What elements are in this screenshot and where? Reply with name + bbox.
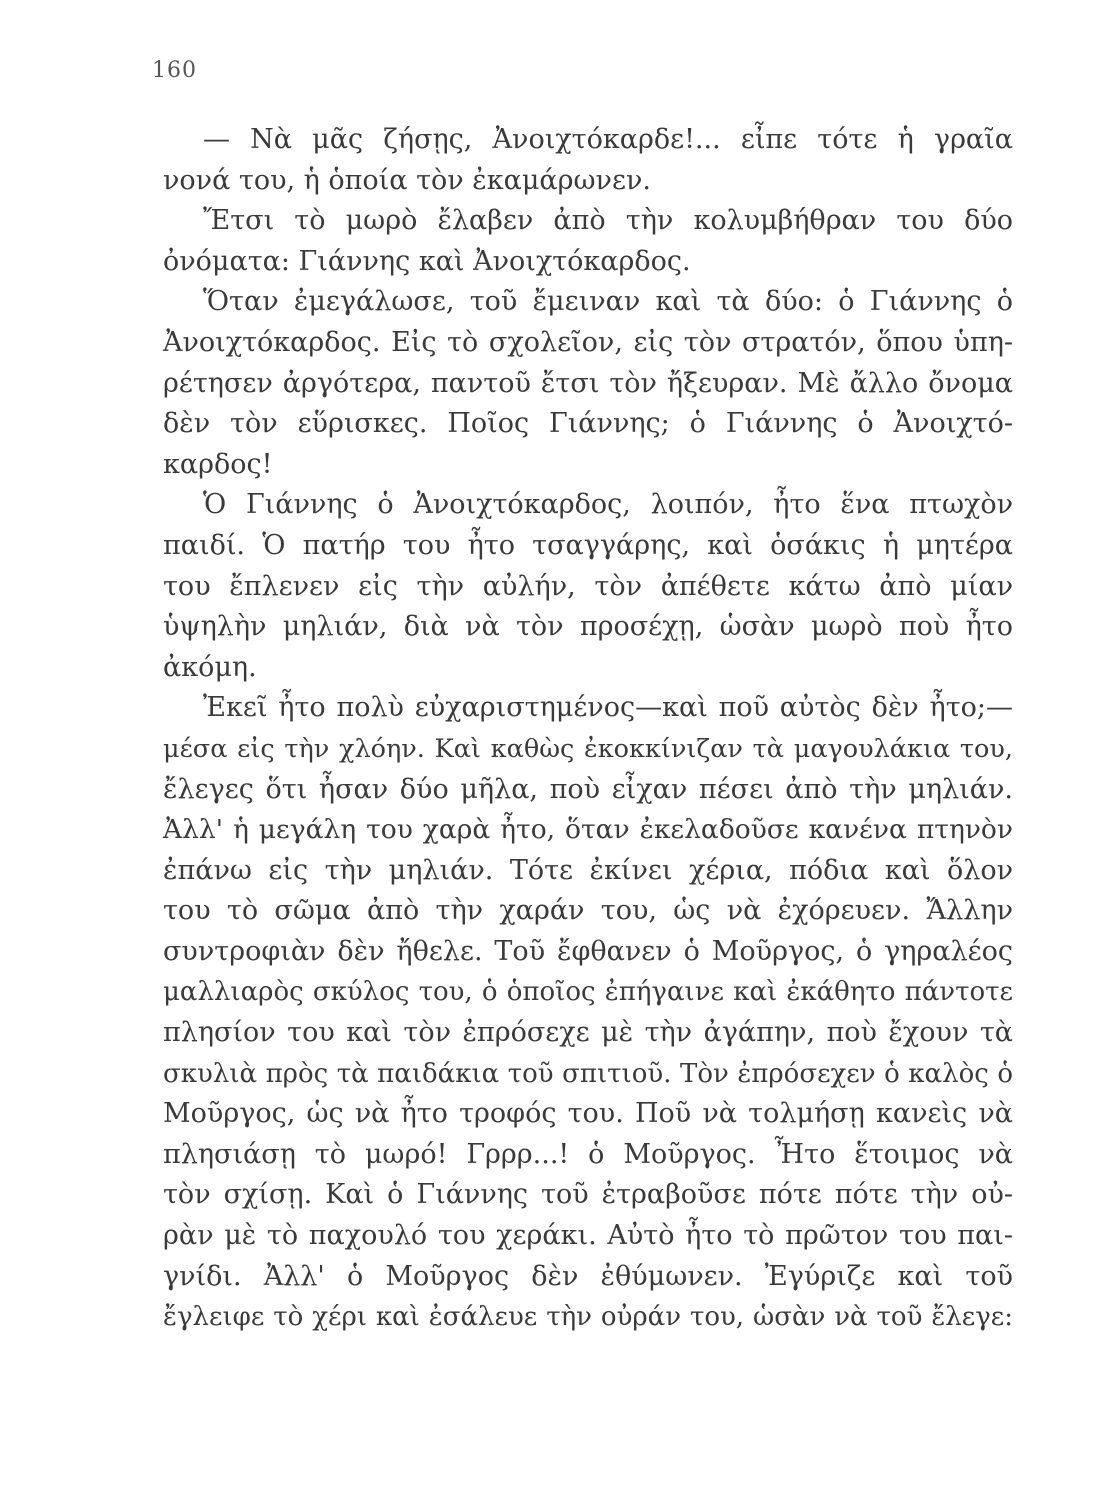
- text-line: δὲν τὸν εὕρισκες. Ποῖος Γιάννης; ὁ Γιάννης ὁ Ἀνοιχτό-: [163, 408, 1013, 440]
- text-line: πλησίον του καὶ τὸν ἐπρόσεχε μὲ τὴν ἀγάπην, ποὺ ἔχουν τὰ: [163, 1017, 1013, 1049]
- text-line: πλησιάσῃ τὸ μωρό! Γρρρ...! ὁ Μοῦργος. Ἦτο ἕτοιμος νὰ: [163, 1138, 1013, 1170]
- text-line: παιδί. Ὁ πατήρ του ἦτο τσαγγάρης, καὶ ὁσάκις ἡ μητέρα: [163, 529, 1013, 561]
- text-line: μέσα εἰς τὴν χλόην. Καὶ καθὼς ἐκοκκίνιζαν τὰ μαγουλάκια του,: [163, 733, 1013, 764]
- text-line: νονά του, ἡ ὁποία τὸν ἐκαμάρωνεν.: [163, 164, 651, 196]
- text-line: ρέτησεν ἀργότερα, παντοῦ ἔτσι τὸν ἤξευραν. Μὲ ἄλλο ὄνομα: [163, 367, 1013, 399]
- text-line: Ὁ Γιάννης ὁ Ἀνοιχτόκαρδος, λοιπόν, ἦτο ἕνα πτωχὸν: [203, 489, 1013, 521]
- text-line: ἔγλειφε τὸ χέρι καὶ ἐσάλευε τὴν οὐράν του, ὡσὰν νὰ τοῦ ἔλεγε:: [163, 1302, 1013, 1333]
- text-line: μαλλιαρὸς σκύλος του, ὁ ὁποῖος ἐπήγαινε καὶ ἐκάθητο πάντοτε: [163, 977, 1013, 1008]
- text-line: Μοῦργος, ὡς νὰ ἦτο τροφός του. Ποῦ νὰ τολμήσῃ κανεὶς νὰ: [163, 1098, 1013, 1130]
- text-line: του ἔπλενεν εἰς τὴν αὐλήν, τὸν ἀπέθετε κάτω ἀπὸ μίαν: [163, 570, 1013, 602]
- text-line: ὀνόματα: Γιάννης καὶ Ἀνοιχτόκαρδος.: [163, 245, 691, 277]
- text-line: Ἔτσι τὸ μωρὸ ἔλαβεν ἀπὸ τὴν κολυμβήθραν του δύο: [203, 205, 1013, 237]
- text-line: Ὅταν ἐμεγάλωσε, τοῦ ἔμειναν καὶ τὰ δύο: ὁ Γιάννης ὁ: [203, 286, 1013, 318]
- text-line: συντροφιὰν δὲν ἤθελε. Τοῦ ἔφθανεν ὁ Μοῦργος, ὁ γηραλέος: [163, 935, 1013, 967]
- page-number: 160: [152, 58, 197, 83]
- text-line: γνίδι. Ἀλλ' ὁ Μοῦργος δὲν ἐθύμωνεν. Ἐγύριζε καὶ τοῦ: [163, 1260, 1013, 1292]
- text-line: — Νὰ μᾶς ζήσῃς, Ἀνοιχτόκαρδε!... εἶπε τότε ἡ γραῖα: [203, 124, 1013, 155]
- text-line: ἀκόμη.: [163, 651, 257, 683]
- body-text: [163, 120, 1013, 1338]
- text-line: καρδος!: [163, 448, 273, 480]
- text-line: τὸν σχίσῃ. Καὶ ὁ Γιάννης τοῦ ἐτραβοῦσε πότε πότε τὴν οὐ-: [163, 1179, 1013, 1211]
- text-line: Ἀνοιχτόκαρδος. Εἰς τὸ σχολεῖον, εἰς τὸν στρατόν, ὅπου ὑπη-: [163, 326, 1013, 358]
- text-line: του τὸ σῶμα ἀπὸ τὴν χαράν του, ὡς νὰ ἐχόρευεν. Ἄλλην: [163, 895, 1013, 927]
- text-line: ρὰν μὲ τὸ παχουλό του χεράκι. Αὐτὸ ἦτο τὸ πρῶτον του παι-: [163, 1220, 1013, 1252]
- text-line: σκυλιὰ πρὸς τὰ παιδάκια τοῦ σπιτιοῦ. Τὸν ἐπρόσεχεν ὁ καλὸς ὁ: [163, 1058, 1013, 1089]
- text-line: Ἐκεῖ ἦτο πολὺ εὐχαριστημένος—καὶ ποῦ αὐτὸς δὲν ἦτο;—: [203, 692, 1013, 724]
- text-line: ὑψηλὴν μηλιάν, διὰ νὰ τὸν προσέχῃ, ὡσὰν μωρὸ ποὺ ἦτο: [163, 611, 1013, 643]
- text-line: ἐπάνω εἰς τὴν μηλιάν. Τότε ἐκίνει χέρια, πόδια καὶ ὅλον: [163, 854, 1013, 886]
- text-line: ἔλεγες ὅτι ἦσαν δύο μῆλα, ποὺ εἶχαν πέσει ἀπὸ τὴν μηλιάν.: [163, 773, 1013, 805]
- text-line: Ἀλλ' ἡ μεγάλη του χαρὰ ἦτο, ὅταν ἐκελαδοῦσε κανένα πτηνὸν: [163, 814, 1013, 846]
